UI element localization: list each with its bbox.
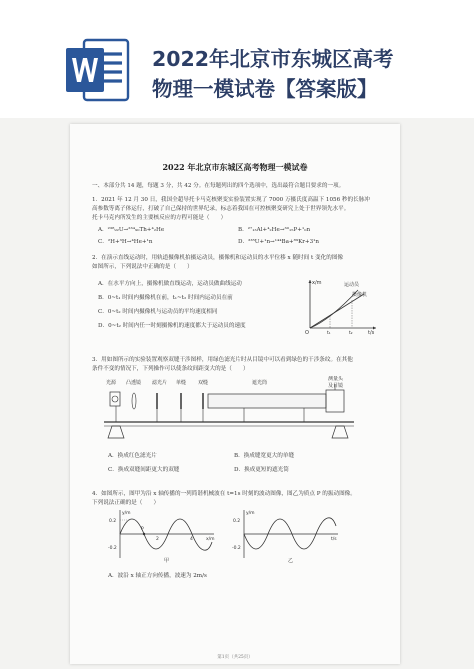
- q3-label-measuring-head: 测量头: [328, 376, 344, 382]
- q2-option-a: A．在水平方向上，摄像机做直线运动，运动员做曲线运动: [98, 281, 242, 287]
- q1-option-d: D．²³⁵U+¹n→¹⁴⁴Ba+⁸⁹Kr+3¹n: [238, 239, 320, 245]
- q3-stem-line-2: 条件不变的情况下，下列操作可以使条纹间距变大的是（ ）: [92, 366, 249, 372]
- q4a-tick-y-bottom: -0.2: [108, 546, 117, 551]
- q3-option-a: A．换成红色滤光片: [108, 453, 157, 459]
- q4a-tick-y-top: 0.2: [109, 519, 117, 524]
- q1-option-a: A．²³⁸₉₂U→²³⁴₉₀Th+⁴₂He: [98, 227, 165, 233]
- q3-label-light-source: 光源: [106, 380, 117, 386]
- q4b-y-label: y/m: [246, 511, 255, 516]
- q2-x-axis-label: t/s: [368, 330, 375, 336]
- q4a-y-label: y/m: [122, 511, 131, 516]
- q3-label-double-slit: 双缝: [198, 380, 209, 386]
- q3-option-b: B．换成缝宽更大的单缝: [234, 453, 295, 459]
- q2-t1-label: t₁: [327, 331, 331, 336]
- q2-stem-line-1: 2．在演示直线运动时，用轨道摄像机拍摄运动员，摄像机和运动员的水平位移 x 随时间 t 变化的图像: [92, 255, 344, 261]
- title-line-2: 物理一模试卷【答案版】: [152, 77, 378, 101]
- q4b-vibration-curve: [244, 518, 336, 549]
- q4-vibration-graph: [232, 508, 342, 564]
- q2-series-camera: 摄像机: [352, 292, 368, 298]
- q2-origin-label: O: [305, 330, 309, 336]
- q3-label-filter: 滤光片: [152, 380, 168, 386]
- paper-title: 2022 年北京市东城区高考物理一模试卷: [162, 162, 308, 172]
- q1-option-b: B．²⁷₁₃Al+⁴₂He→³⁰₁₅P+¹₀n: [238, 227, 311, 233]
- q3-double-slit-apparatus: [104, 376, 364, 446]
- q4b-tick-y-bottom: -0.2: [232, 546, 241, 551]
- q2-xt-graph: [300, 276, 380, 336]
- q2-series-athlete: 运动员: [344, 282, 360, 288]
- word-document-icon: [62, 34, 134, 106]
- q3-label-single-slit: 单缝: [176, 380, 187, 386]
- q3-option-c: C．换成双缝间距更大的双缝: [108, 467, 180, 473]
- page-footer: 第1页（共25页）: [217, 655, 253, 660]
- q2-y-axis-label: x/m: [312, 280, 322, 286]
- q4a-wave-curve: [120, 519, 212, 550]
- page-title: [152, 44, 394, 104]
- q4b-caption: 乙: [288, 558, 294, 564]
- q4-stem-line-1: 4．如图所示，图甲为沿 x 轴传播的一列简谐机械波在 t=1s 时刻的波动图像，图乙为质点 P 的振动图像。: [92, 491, 356, 497]
- exam-paper-preview[interactable]: [70, 124, 400, 664]
- q2-stem-line-2: 如图所示，下列说法中正确的是（ ）: [92, 264, 193, 270]
- q2-athlete-curve: [310, 290, 358, 328]
- q4a-point-p: P: [141, 527, 144, 532]
- q4-stem-line-2: 下列说法正确的是（ ）: [92, 500, 160, 506]
- q4b-x-label: t/s: [331, 537, 337, 542]
- q4-wave-graph: [108, 508, 218, 564]
- q4b-tick-y-top: 0.2: [233, 519, 241, 524]
- q4-option-a: A．波沿 x 轴正方向传播，波速为 2m/s: [108, 573, 207, 579]
- q3-label-tube: 遮光筒: [252, 380, 268, 386]
- q2-option-c: C．0~t₂ 时间内摄像机与运动员的平均速度相同: [98, 309, 218, 315]
- q3-stem-line-1: 3．用如图所示的实验装置观察双缝干涉图样，用绿色滤光片时从目镜中可以看到绿色的干涉条纹。在其他: [92, 357, 353, 363]
- q3-label-lens: 凸透镜: [126, 380, 142, 386]
- q1-stem-line-2: 高参数等离子体运行，打破了自己保持的世界纪录，标志着我国在可控核聚变研究上处于世界领先水平。: [92, 206, 350, 212]
- header-banner: [0, 0, 474, 118]
- q4a-x-label: x/m: [206, 537, 215, 542]
- q2-t2-label: t₂: [349, 331, 353, 336]
- q4a-tick-x-4: 4: [190, 537, 193, 542]
- q1-option-c: C．²H+³H→⁴He+¹n: [98, 239, 153, 245]
- q2-option-d: D．0~t₂ 时间内任一时刻摄像机的速度都大于运动员的速度: [98, 323, 246, 329]
- title-line-1: 2022年北京市东城区高考: [152, 47, 394, 71]
- q1-stem-line-1: 1．2021 年 12 月 30 日，我国全超导托卡马克核聚变实验装置实现了 7000 万摄氏度高温下 1056 秒的长脉冲: [92, 197, 370, 203]
- q4a-caption: 甲: [164, 558, 170, 564]
- q3-option-d: D．换成更短的遮光筒: [234, 467, 289, 473]
- q2-camera-line: [310, 294, 364, 328]
- q4a-tick-x-2: 2: [156, 537, 159, 542]
- section-intro: 一、本部分共 14 题，每题 3 分，共 42 分。在每题列出的四个选项中，选出最符合题目要求的一项。: [92, 183, 345, 189]
- q3-label-eyepiece: 及目镜: [328, 383, 344, 389]
- q1-stem-line-3: 托卡马克内所发生的主要核反应的方程可能是（ ）: [92, 215, 227, 221]
- q2-option-b: B．0~t₁ 时间内摄像机在前，t₁~t₂ 时间内运动员在前: [98, 295, 233, 301]
